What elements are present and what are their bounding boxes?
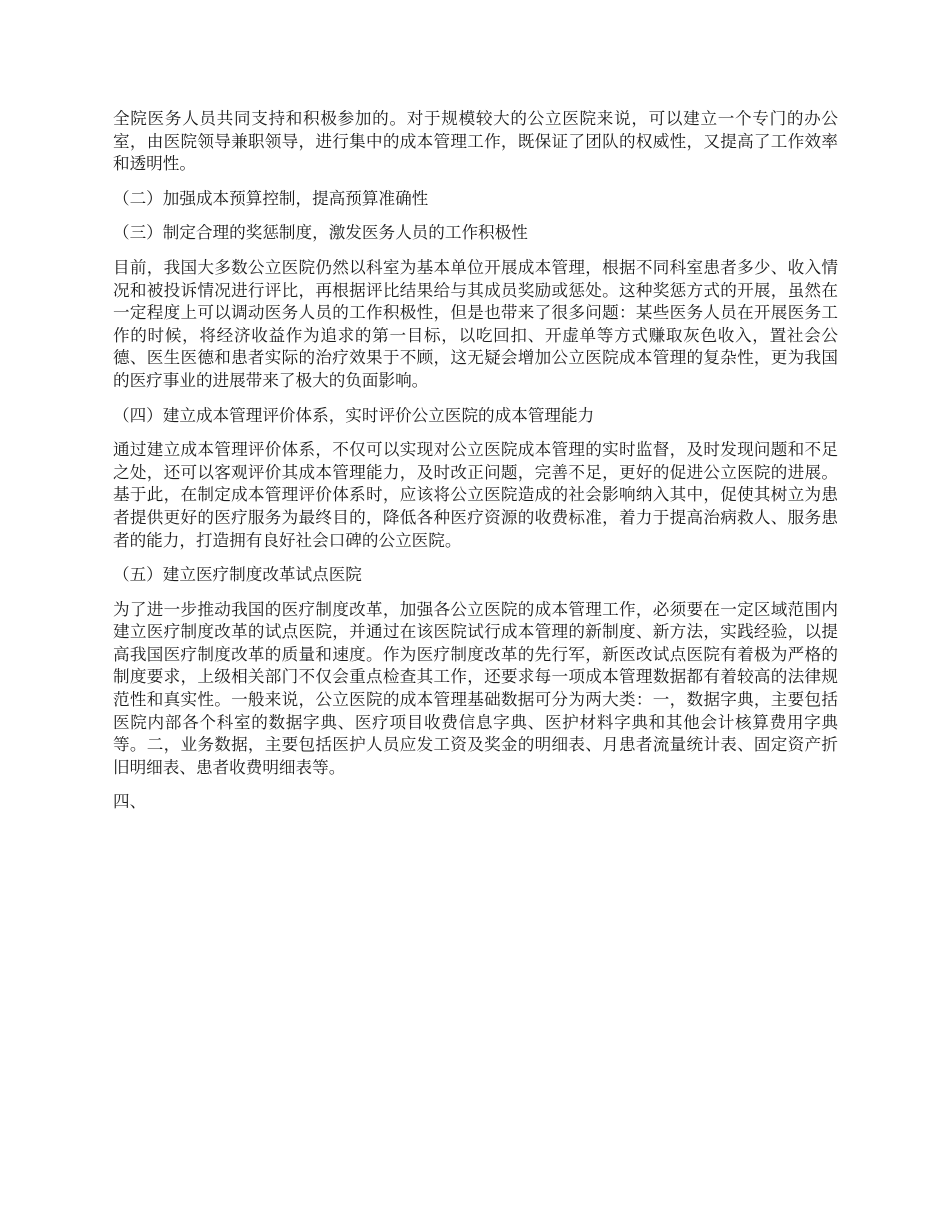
paragraph-intro: 全院医务人员共同支持和积极参加的。对于规模较大的公立医院来说，可以建立一个专门的办公室，由医院领导兼职领导，进行集中的成本管理工作，既保证了团队的权威性，又提高了工作效率和透明性。 [113,109,838,174]
paragraph-pilot-hospital: 为了进一步推动我国的医疗制度改革，加强各公立医院的成本管理工作，必须要在一定区域范围内建立医疗制度改革的试点医院，并通过在该医院试行成本管理的新制度、新方法，实践经验，以提高我国医疗制度改革的质量和速度。作为医疗制度改革的先行军，新医改试点医院有着极为严格的制度要求，上级相关部门不仅会重点检查其工作，还要求每一项成本管理数据都有着较高的法律规范性和真实性。一般来说，公立医院的成本管理基础数据可分为两大类：一，数据字典，主要包括医院内部各个科室的数据字典、医疗项目收费信息字典、医护材料字典和其他会计核算费用字典等。二，业务数据，主要包括医护人员应发工资及奖金的明细表、月患者流量统计表、固定资产折旧明细表、患者收费明细表等。 [113,599,838,777]
section-heading-3: （三）制定合理的奖惩制度，激发医务人员的工作积极性 [113,223,528,243]
section-heading-5: （五）建立医疗制度改革试点医院 [113,565,362,585]
section-heading-part-4: 四、 [113,792,147,812]
document-page [113,108,838,826]
section-heading-2: （二）加强成本预算控制，提高预算准确性 [113,188,429,208]
paragraph-reward-system: 目前，我国大多数公立医院仍然以科室为基本单位开展成本管理，根据不同科室患者多少、收入情况和被投诉情况进行评比，再根据评比结果给与其成员奖励或惩处。这种奖惩方式的开展，虽然在一定程度上可以调动医务人员的工作积极性，但是也带来了很多问题：某些医务人员在开展医务工作的时候，将经济收益作为追求的第一目标，以吃回扣、开虚单等方式赚取灰色收入，置社会公德、医生医德和患者实际的治疗效果于不顾，这无疑会增加公立医院成本管理的复杂性，更为我国的医疗事业的进展带来了极大的负面影响。 [113,257,838,390]
paragraph-evaluation-system: 通过建立成本管理评价体系，不仅可以实现对公立医院成本管理的实时监督，及时发现问题和不足之处，还可以客观评价其成本管理能力，及时改正问题，完善不足，更好的促进公立医院的进展。基于此，在制定成本管理评价体系时，应该将公立医院造成的社会影响纳入其中，促使其树立为患者提供更好的医疗服务为最终目的，降低各种医疗资源的收费标准，着力于提高治病救人、服务患者的能力，打造拥有良好社会口碑的公立医院。 [113,440,838,550]
section-heading-4: （四）建立成本管理评价体系，实时评价公立医院的成本管理能力 [113,405,595,425]
